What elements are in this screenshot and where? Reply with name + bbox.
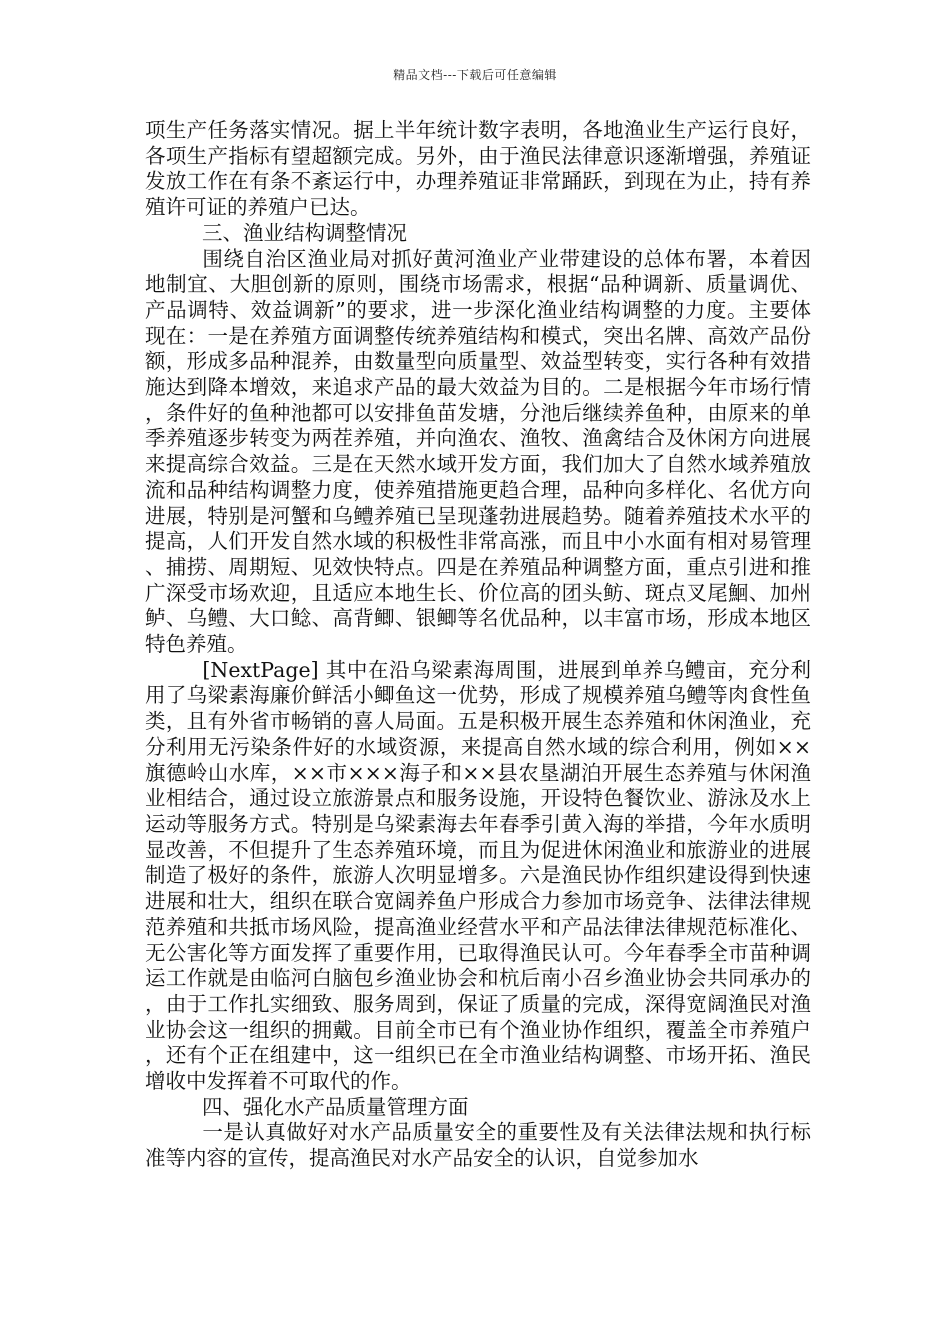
paragraph-quality-management: 一是认真做好对水产品质量安全的重要性及有关法律法规和执行标准等内容的宣传，提高渔民对水产品安全的认识，自觉参加水 [145, 1120, 811, 1171]
page-header: 精品文档---下载后可任意编辑 [393, 68, 557, 82]
paragraph-structure-adjustment: 围绕自治区渔业局对抓好黄河渔业产业带建设的总体布署，本着因地制宜、大胆创新的原则，围绕市场需求，根据“品种调新、质量调优、产品调特、效益调新”的要求，进一步深化渔业结构调整的力度。主要体现在：一是在养殖方面调整传统养殖结构和模式，突出名牌、高效产品份额，形成多品种混养，由数量型向质量型、效益型转变，实行各种有效措施达到降本增效，来追求产品的最大效益为目的。二是根据今年市场行情，条件好的鱼种池都可以安排鱼苗发塘，分池后继续养鱼种，由原来的单季养殖逐步转变为两茬养殖，并向渔农、渔牧、渔禽结合及休闲方向进展来提高综合效益。三是在天然水域开发方面，我们加大了自然水域养殖放流和品种结构调整力度，使养殖措施更趋合理，品种向多样化、名优方向进展，特别是河蟹和乌鳢养殖已呈现蓬勃进展趋势。随着养殖技术水平的提高，人们开发自然水域的积极性非常高涨，而且中小水面有相对易管理、捕捞、周期短、见效快特点。四是在养殖品种调整方面，重点引进和推广深受市场欢迎，且适应本地生长、价位高的团头鲂、斑点叉尾鮰、加州鲈、乌鳢、大口鲶、高背鲫、银鲫等名优品种，以丰富市场，形成本地区特色养殖。 [145, 246, 811, 657]
section-heading-structure-adjustment: 三、渔业结构调整情况 [202, 220, 407, 245]
section-heading-quality-management: 四、强化水产品质量管理方面 [202, 1094, 469, 1119]
document-body [145, 118, 811, 1172]
paragraph-production-status: 项生产任务落实情况。据上半年统计数字表明，各地渔业生产运行良好，各项生产指标有望超额完成。另外，由于渔民法律意识逐渐增强，养殖证发放工作在有条不紊运行中，办理养殖证非常踊跃，到现在为止，持有养殖许可证的养殖户已达。 [145, 118, 811, 220]
paragraph-next-page-content: [NextPage] 其中在沿乌梁素海周围，进展到单养乌鳢亩，充分利用了乌梁素海廉价鲜活小鲫鱼这一优势，形成了规模养殖乌鳢等肉食性鱼类，且有外省市畅销的喜人局面。五是积极开展生态养殖和休闲渔业，充分利用无污染条件好的水域资源，来提高自然水域的综合利用，例如××旗德岭山水库，××市×××海子和××县农垦湖泊开展生态养殖与休闲渔业相结合，通过设立旅游景点和服务设施，开设特色餐饮业、游泳及水上运动等服务方式。特别是乌梁素海去年春季引黄入海的举措，今年水质明显改善，不但提升了生态养殖环境，而且为促进休闲渔业和旅游业的进展制造了极好的条件，旅游人次明显增多。六是渔民协作组织建设得到快速进展和壮大，组织在联合宽阔养鱼户形成合力参加市场竞争、法律法律规范养殖和共抵市场风险，提高渔业经营水平和产品法律法律规范标准化、无公害化等方面发挥了重要作用，已取得渔民认可。今年春季全市苗种调运工作就是由临河白脑包乡渔业协会和杭后南小召乡渔业协会共同承办的，由于工作扎实细致、服务周到，保证了质量的完成，深得宽阔渔民对渔业协会这一组织的拥戴。目前全市已有个渔业协作组织，覆盖全市养殖户，还有个正在组建中，这一组织已在全市渔业结构调整、市场开拓、渔民增收中发挥着不可取代的作。 [145, 657, 811, 1094]
